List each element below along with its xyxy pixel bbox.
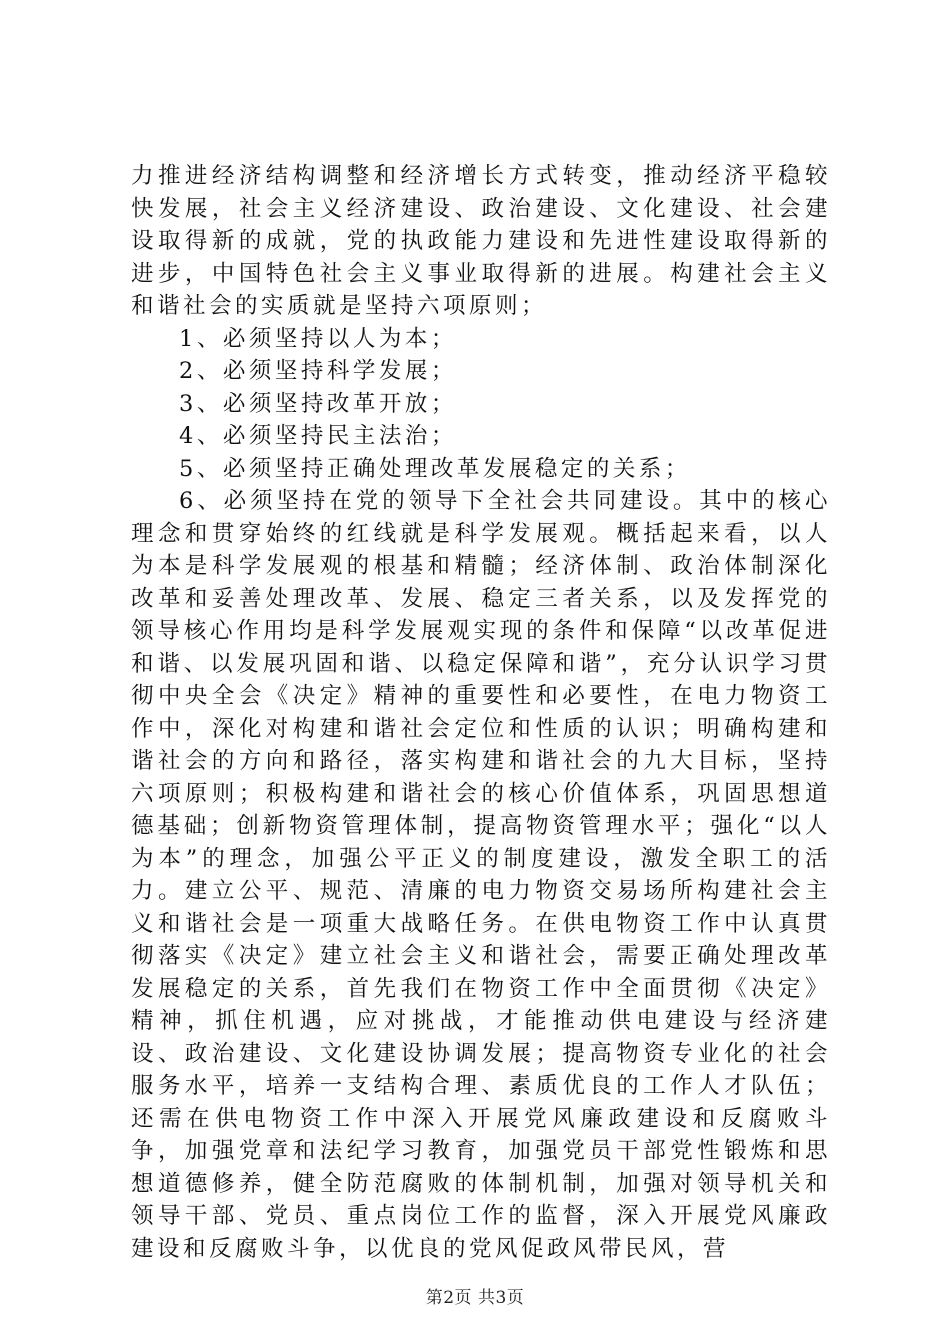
principle-item-3: 3、必须坚持改革开放； (179, 390, 457, 417)
principle-item-4: 4、必须坚持民主法治； (179, 423, 457, 449)
principle-item-6: 6、必须坚持在党的领导下全社会共同建设。其中的核心理念和贯穿始终的红线就是科学发展观。概括起来看，以人为本是科学发展观的根基和精髓；经济体制、政治体制深化改革和妥善处理改革、发展、稳定三者关系，以及发挥党的领导核心作用均是科学发展观实现的条件和保障“以改革促进和谐、以发展巩固和谐、以稳定保障和谐”，充分认识学习贯彻中央全会《决定》精神的重要性和必要性，在电力物资工作中，深化对构建和谐社会定位和性质的认识；明确构建和谐社会的方向和路径，落实构建和谐社会的九大目标，坚持六项原则；积极构建和谐社会的核心价值体系，巩固思想道德基础；创新物资管理体制，提高物资管理水平；强化“以人为本”的理念，加强公平正义的制度建设，激发全职工的活力。建立公平、规范、清廉的电力物资交易场所构建社会主义和谐社会是一项重大战略任务。在供电物资工作中认真贯彻落实《决定》建立社会主义和谐社会，需要正确处理改革发展稳定的关系，首先我们在物资工作中全面贯彻《决定》精神，抓住机遇，应对挑战，才能推动供电建设与经济建设、政治建设、文化建设协调发展；提高物资专业化的社会服务水平，培养一支结构合理、素质优良的工作人才队伍；还需在供电物资工作中深入开展党风廉政建设和反腐败斗争，加强党章和法纪学习教育，加强党员干部党性锻炼和思想道德修养，健全防范腐败的体制机制，加强对领导机关和领导干部、党员、重点岗位工作的监督，深入开展党风廉政建设和反腐败斗争，以优良的党风促政风带民风，营 (131, 488, 831, 1262)
principle-item-2: 2、必须坚持科学发展； (179, 358, 457, 384)
principle-item-1: 1、必须坚持以人为本； (179, 325, 457, 352)
page-number-footer: 第2页 共3页 (425, 1288, 525, 1308)
paragraph-intro: 力推进经济结构调整和经济增长方式转变，推动经济平稳较快发展，社会主义经济建设、政治建设、文化建设、社会建设取得新的成就，党的执政能力建设和先进性建设取得新的进步，中国特色社会主义事业取得新的进展。构建社会主义和谐社会的实质就是坚持六项原则； (131, 163, 831, 319)
document-body (131, 160, 831, 1265)
principle-item-5: 5、必须坚持正确处理改革发展稳定的关系； (179, 455, 691, 482)
